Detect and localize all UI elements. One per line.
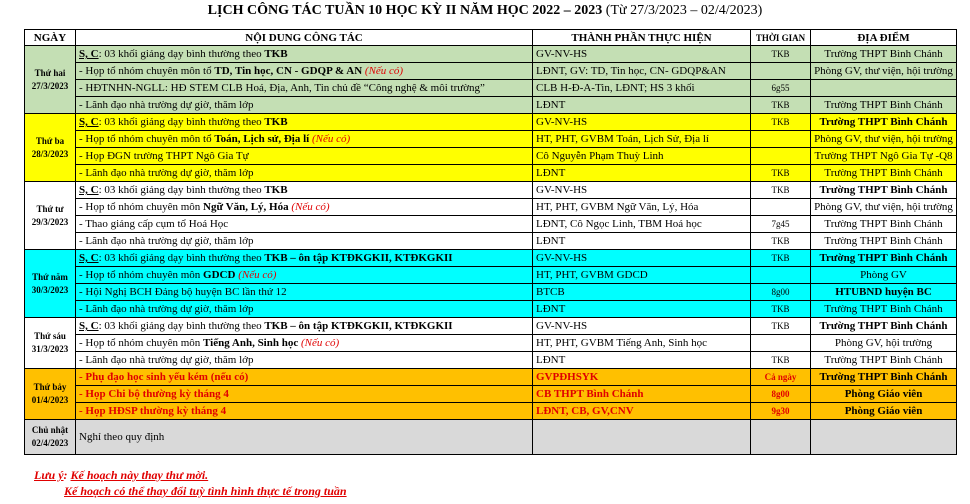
task-content: S, C: 03 khối giảng dạy bình thường theo TKB – ôn tập KTĐKGKII, KTĐKGKII — [76, 250, 533, 267]
table-row — [25, 250, 957, 267]
footer-line-2 — [34, 483, 347, 499]
task-location: Phòng GV, thư viện, hội trường — [811, 199, 957, 216]
task-time: Cả ngày — [751, 369, 811, 386]
header-time: THỜI GIAN — [751, 30, 811, 46]
task-content: - Họp tổ nhóm chuyên môn tổ Toán, Lịch sử, Địa lí (Nếu có) — [76, 131, 533, 148]
task-time — [751, 335, 811, 352]
task-participants: LĐNT — [533, 233, 751, 250]
task-time: TKB — [751, 97, 811, 114]
task-content: Nghỉ theo quy định — [76, 420, 533, 455]
task-location: Phòng Giáo viên — [811, 403, 957, 420]
task-content: - Họp HĐSP thường kỳ tháng 4 — [76, 403, 533, 420]
task-location: Phòng GV, hội trường — [811, 335, 957, 352]
task-participants — [533, 420, 751, 455]
task-participants: LĐNT — [533, 352, 751, 369]
schedule-table — [24, 29, 957, 455]
task-location — [811, 80, 957, 97]
task-time — [751, 131, 811, 148]
table-row — [25, 216, 957, 233]
header-day: NGÀY — [25, 30, 76, 46]
task-time — [751, 420, 811, 455]
task-location: Trường THPT Bình Chánh — [811, 97, 957, 114]
table-row — [25, 148, 957, 165]
task-location: Trường THPT Bình Chánh — [811, 233, 957, 250]
task-participants: GV-NV-HS — [533, 250, 751, 267]
task-content: - Hội Nghị BCH Đảng bộ huyện BC lần thứ 12 — [76, 284, 533, 301]
task-content: S, C: 03 khối giảng dạy bình thường theo TKB – ôn tập KTĐKGKII, KTĐKGKII — [76, 318, 533, 335]
task-participants: GV-NV-HS — [533, 46, 751, 63]
task-location: Trường THPT Bình Chánh — [811, 165, 957, 182]
page-title — [0, 3, 970, 19]
header-location: ĐỊA ĐIỂM — [811, 30, 957, 46]
footer-note — [34, 467, 347, 499]
task-participants: Cô Nguyễn Phạm Thuỳ Linh — [533, 148, 751, 165]
day-cell-monday: Thứ hai 27/3/2023 — [25, 46, 76, 114]
task-time — [751, 199, 811, 216]
task-content: - Thao giảng cấp cụm tổ Hoá Học — [76, 216, 533, 233]
task-content: - Lãnh đạo nhà trường dự giờ, thăm lớp — [76, 165, 533, 182]
task-time: 7g45 — [751, 216, 811, 233]
task-content: - Họp tổ nhóm chuyên môn Ngữ Văn, Lý, Hóa (Nếu có) — [76, 199, 533, 216]
task-content: S, C: 03 khối giảng dạy bình thường theo TKB — [76, 46, 533, 63]
task-location: Trường THPT Bình Chánh — [811, 352, 957, 369]
day-cell-wednesday: Thứ tư 29/3/2023 — [25, 182, 76, 250]
task-location: Phòng GV, thư viện, hội trường — [811, 63, 957, 80]
task-location: Trường THPT Bình Chánh — [811, 318, 957, 335]
task-time: 8g00 — [751, 386, 811, 403]
table-row — [25, 97, 957, 114]
task-location — [811, 420, 957, 455]
task-participants: HT, PHT, GVBM Toán, Lịch Sử, Địa lí — [533, 131, 751, 148]
task-time: TKB — [751, 165, 811, 182]
task-participants: LĐNT — [533, 165, 751, 182]
table-row — [25, 199, 957, 216]
task-location: Trường THPT Bình Chánh — [811, 114, 957, 131]
task-participants: GVPĐHSYK — [533, 369, 751, 386]
day-cell-sunday: Chủ nhật 02/4/2023 — [25, 420, 76, 455]
task-location: Trường THPT Bình Chánh — [811, 250, 957, 267]
task-time: TKB — [751, 46, 811, 63]
day-cell-friday: Thứ sáu 31/3/2023 — [25, 318, 76, 369]
day-cell-thursday: Thứ năm 30/3/2023 — [25, 250, 76, 318]
task-location: Trường THPT Bình Chánh — [811, 369, 957, 386]
task-participants: GV-NV-HS — [533, 114, 751, 131]
footer-text-1: Kế hoạch này thay thư mời. — [70, 468, 209, 482]
task-participants: HT, PHT, GVBM Tiếng Anh, Sinh học — [533, 335, 751, 352]
task-time — [751, 267, 811, 284]
task-content: - Họp ĐGN trường THPT Ngô Gia Tự — [76, 148, 533, 165]
task-participants: BTCB — [533, 284, 751, 301]
task-participants: CLB H-Đ-A-Tin, LĐNT; HS 3 khối — [533, 80, 751, 97]
task-content: - Lãnh đạo nhà trường dự giờ, thăm lớp — [76, 97, 533, 114]
task-participants: GV-NV-HS — [533, 182, 751, 199]
table-row — [25, 80, 957, 97]
task-location: Phòng Giáo viên — [811, 386, 957, 403]
table-row — [25, 284, 957, 301]
footer-line-1: Lưu ý: Kế hoạch này thay thư mời. — [34, 468, 209, 482]
table-row — [25, 352, 957, 369]
table-row — [25, 233, 957, 250]
task-participants: GV-NV-HS — [533, 318, 751, 335]
task-time: TKB — [751, 114, 811, 131]
task-content: - Họp tổ nhóm chuyên môn Tiếng Anh, Sinh học (Nếu có) — [76, 335, 533, 352]
task-time: 8g00 — [751, 284, 811, 301]
task-location: Trường THPT Bình Chánh — [811, 46, 957, 63]
footer-text-2: Kế hoạch có thể thay đổi tuỳ tình hình thực tế trong tuần — [64, 484, 347, 498]
task-content: - Họp tổ nhóm chuyên môn tổ TD, Tin học, CN - GDQP & AN (Nếu có) — [76, 63, 533, 80]
task-time: TKB — [751, 250, 811, 267]
table-row — [25, 131, 957, 148]
title-main: LỊCH CÔNG TÁC TUẦN 10 HỌC KỲ II NĂM HỌC 2022 – 2023 — [207, 3, 603, 18]
task-content: - Họp tổ nhóm chuyên môn GDCD (Nếu có) — [76, 267, 533, 284]
table-row — [25, 403, 957, 420]
task-location: Phòng GV, thư viện, hội trường — [811, 131, 957, 148]
task-content: - Phụ đạo học sinh yếu kém (nếu có) — [76, 369, 533, 386]
task-location: Trường THPT Bình Chánh — [811, 301, 957, 318]
task-time — [751, 148, 811, 165]
header-content: NỘI DUNG CÔNG TÁC — [76, 30, 533, 46]
task-time: TKB — [751, 318, 811, 335]
task-time: TKB — [751, 182, 811, 199]
task-participants: CB THPT Bình Chánh — [533, 386, 751, 403]
task-time: 6g55 — [751, 80, 811, 97]
task-location: Trường THPT Bình Chánh — [811, 216, 957, 233]
task-participants: LĐNT, GV: TD, Tin học, CN- GDQP&AN — [533, 63, 751, 80]
table-row — [25, 63, 957, 80]
table-row — [25, 420, 957, 455]
table-row — [25, 386, 957, 403]
table-row — [25, 46, 957, 63]
table-row — [25, 301, 957, 318]
task-participants: HT, PHT, GVBM Ngữ Văn, Lý, Hóa — [533, 199, 751, 216]
table-row — [25, 267, 957, 284]
task-time: TKB — [751, 301, 811, 318]
task-participants: LĐNT, Cô Ngọc Linh, TBM Hoá học — [533, 216, 751, 233]
table-row — [25, 114, 957, 131]
day-cell-saturday: Thứ bảy 01/4/2023 — [25, 369, 76, 420]
task-time: TKB — [751, 352, 811, 369]
task-content: - HĐTNHN-NGLL: HĐ STEM CLB Hoá, Địa, Anh, Tin chủ đề “Công nghệ & môi trường” — [76, 80, 533, 97]
task-participants: LĐNT — [533, 97, 751, 114]
task-location: Trường THPT Bình Chánh — [811, 182, 957, 199]
table-row — [25, 182, 957, 199]
task-time: TKB — [751, 233, 811, 250]
task-participants: HT, PHT, GVBM GDCD — [533, 267, 751, 284]
header-row — [25, 30, 957, 46]
header-participants: THÀNH PHẦN THỰC HIỆN — [533, 30, 751, 46]
task-content: - Lãnh đạo nhà trường dự giờ, thăm lớp — [76, 233, 533, 250]
task-content: S, C: 03 khối giảng dạy bình thường theo TKB — [76, 114, 533, 131]
task-participants: LĐNT, CB, GV,CNV — [533, 403, 751, 420]
task-location: Phòng GV — [811, 267, 957, 284]
table-row — [25, 318, 957, 335]
table-row — [25, 369, 957, 386]
task-content: S, C: 03 khối giảng dạy bình thường theo TKB — [76, 182, 533, 199]
task-participants: LĐNT — [533, 301, 751, 318]
task-location: HTUBND huyện BC — [811, 284, 957, 301]
task-content: - Họp Chi bộ thường kỳ tháng 4 — [76, 386, 533, 403]
task-content: - Lãnh đạo nhà trường dự giờ, thăm lớp — [76, 352, 533, 369]
task-time: 9g30 — [751, 403, 811, 420]
table-row — [25, 165, 957, 182]
task-time — [751, 63, 811, 80]
title-date-range: (Từ 27/3/2023 – 02/4/2023) — [605, 3, 763, 18]
task-content: - Lãnh đạo nhà trường dự giờ, thăm lớp — [76, 301, 533, 318]
table-row — [25, 335, 957, 352]
task-location: Trường THPT Ngô Gia Tự -Q8 — [811, 148, 957, 165]
day-cell-tuesday: Thứ ba 28/3/2023 — [25, 114, 76, 182]
footer-label: Lưu ý — [34, 468, 64, 482]
